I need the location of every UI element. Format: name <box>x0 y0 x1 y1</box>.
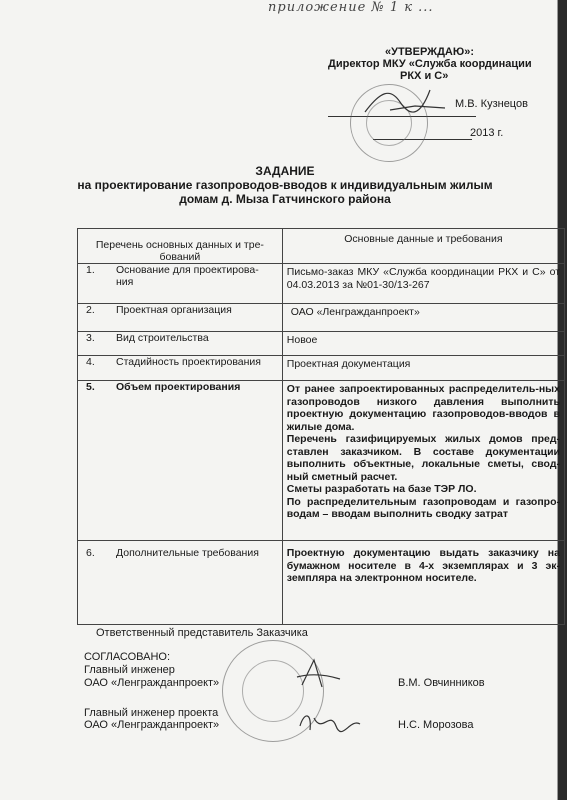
table-row <box>78 304 565 332</box>
header-right: Основные данные и требования <box>282 229 564 264</box>
approver-name: М.В. Кузнецов <box>455 98 528 110</box>
director-signature <box>360 82 450 122</box>
table-header-row <box>78 229 565 264</box>
row-label: Проектная организация <box>116 304 232 316</box>
agreed-heading: СОГЛАСОВАНО: <box>84 651 171 663</box>
chief-engineer-signature <box>292 655 352 695</box>
row-label: Вид строительства <box>116 332 209 344</box>
approval-year: 2013 г. <box>470 127 504 139</box>
customer-representative: Ответственный представитель Заказчика <box>96 627 308 639</box>
row-label: Стадийность проектирования <box>116 356 261 368</box>
document-title <box>70 164 500 206</box>
row-number: 2. <box>86 304 95 316</box>
row-value <box>282 381 564 541</box>
title-heading: ЗАДАНИЕ <box>255 164 315 178</box>
approval-position: Директор МКУ «Служба координации <box>328 58 532 70</box>
project-chief-signature <box>296 708 366 738</box>
row-value: Проектную документацию выдать заказчику на бумажном носителе в 4-х экземплярах и 3 эк-земпляра на электронном носителе. <box>282 541 564 625</box>
scope-paragraph: Сметы разработать на базе ТЭР ЛО. <box>286 483 477 495</box>
table-row <box>78 264 565 304</box>
requirements-table <box>77 228 565 625</box>
table-row <box>78 356 565 381</box>
chief-engineer-org: ОАО «Ленгражданпроект» <box>84 677 220 689</box>
header-left: Перечень основных данных и тре-бований <box>78 229 283 264</box>
row-value: Новое <box>282 332 564 356</box>
table-row <box>78 332 565 356</box>
table-row <box>78 541 565 625</box>
project-chief-org: ОАО «Ленгражданпроект» <box>84 719 220 731</box>
row-value: Проектная документация <box>282 356 564 381</box>
project-chief-title: Главный инженер проекта <box>84 707 219 719</box>
chief-engineer-name: В.М. Овчинников <box>398 677 485 689</box>
row-number: 6. <box>86 547 95 559</box>
row-label: Дополнительные требования <box>116 547 259 559</box>
handwritten-note: приложение № 1 к ... <box>268 0 434 15</box>
scope-paragraph: По распределительным газопроводам и газопро-водам – вводам выполнить сводку затрат <box>286 495 560 520</box>
scope-paragraph: Перечень газифицируемых жилых домов пред-ставлен заказчиком. В составе документации выполнить объектные, локальные сметы, свод-ный сметный расчет. <box>286 433 560 483</box>
approval-position-cont: РКХ и С» <box>400 70 449 82</box>
scope-paragraph: От ранее запроектированных распределитель-ных газопроводов низкого давления выполнить проектную документацию газопроводов-вводов в жилые дома. <box>286 383 560 433</box>
title-subject: на проектирование газопроводов-вводов к индивидуальным жилым <box>77 178 493 192</box>
approval-heading: «УТВЕРЖДАЮ»: <box>385 46 474 58</box>
row-number: 3. <box>86 332 95 344</box>
row-number: 5. <box>86 381 95 393</box>
row-label: Объем проектирования <box>116 381 241 393</box>
row-value: ОАО «Ленгражданпроект» <box>282 304 564 332</box>
row-number: 1. <box>86 264 95 276</box>
chief-engineer-title: Главный инженер <box>84 664 175 676</box>
row-label: Основание для проектирова-ния <box>116 264 259 288</box>
project-chief-name: Н.С. Морозова <box>398 719 474 731</box>
row-value: Письмо-заказ МКУ «Служба координации РКХ и С» от 04.03.2013 за №01-30/13-267 <box>282 264 564 304</box>
row-number: 4. <box>86 356 95 368</box>
title-subject-cont: домам д. Мыза Гатчинского района <box>179 192 391 206</box>
table-row <box>78 381 565 541</box>
